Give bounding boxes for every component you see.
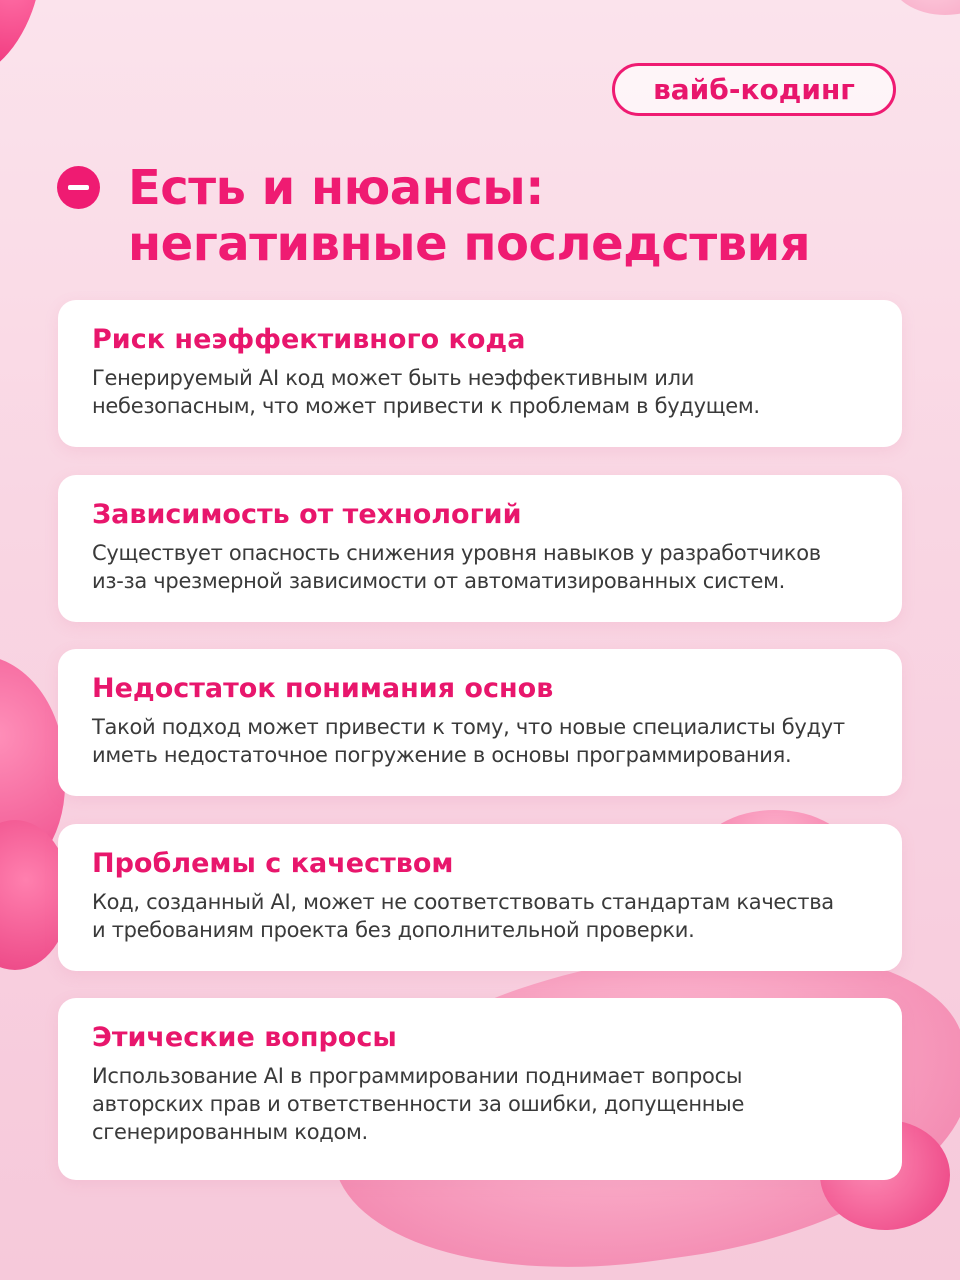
card-quality-problems (58, 824, 902, 971)
minus-circle-icon (57, 166, 100, 209)
card-text-line: Генерируемый AI код может быть неэффективным или (92, 366, 695, 390)
card-text-line: авторских прав и ответственности за ошибки, допущенные (92, 1092, 745, 1116)
card-text (92, 364, 868, 420)
card-title: Недостаток понимания основ (92, 673, 554, 704)
card-text-line: сгенерированным кодом. (92, 1120, 368, 1144)
card-text-line: Использование AI в программировании поднимает вопросы (92, 1064, 743, 1088)
card-text-line: небезопасным, что может привести к проблемам в будущем. (92, 394, 760, 418)
page-title-line-2: негативные последствия (128, 216, 811, 272)
card-lack-of-fundamentals (58, 649, 902, 796)
card-title: Зависимость от технологий (92, 499, 522, 530)
page-title-line-1: Есть и нюансы: (128, 160, 544, 216)
card-text-line: Такой подход может привести к тому, что новые специалисты будут (92, 715, 845, 739)
card-title: Проблемы с качеством (92, 848, 454, 879)
card-text-line: из-за чрезмерной зависимости от автоматизированных систем. (92, 569, 786, 593)
card-text (92, 888, 868, 944)
card-text-line: Существует опасность снижения уровня навыков у разработчиков (92, 541, 821, 565)
card-text (92, 713, 868, 769)
card-text (92, 539, 868, 595)
card-title: Этические вопросы (92, 1022, 397, 1053)
card-title: Риск неэффективного кода (92, 324, 526, 355)
card-text-line: иметь недостаточное погружение в основы программирования. (92, 743, 792, 767)
card-risk-inefficient-code (58, 300, 902, 447)
decorative-blob (890, 0, 960, 15)
card-ethical-issues (58, 998, 902, 1180)
topic-tag: вайб-кодинг (612, 63, 896, 116)
page-title (128, 160, 938, 272)
decorative-blob (0, 0, 61, 91)
card-tech-dependency (58, 475, 902, 622)
card-text (92, 1062, 868, 1146)
card-text-line: и требованиям проекта без дополнительной проверки. (92, 918, 695, 942)
card-text-line: Код, созданный AI, может не соответствовать стандартам качества (92, 890, 834, 914)
